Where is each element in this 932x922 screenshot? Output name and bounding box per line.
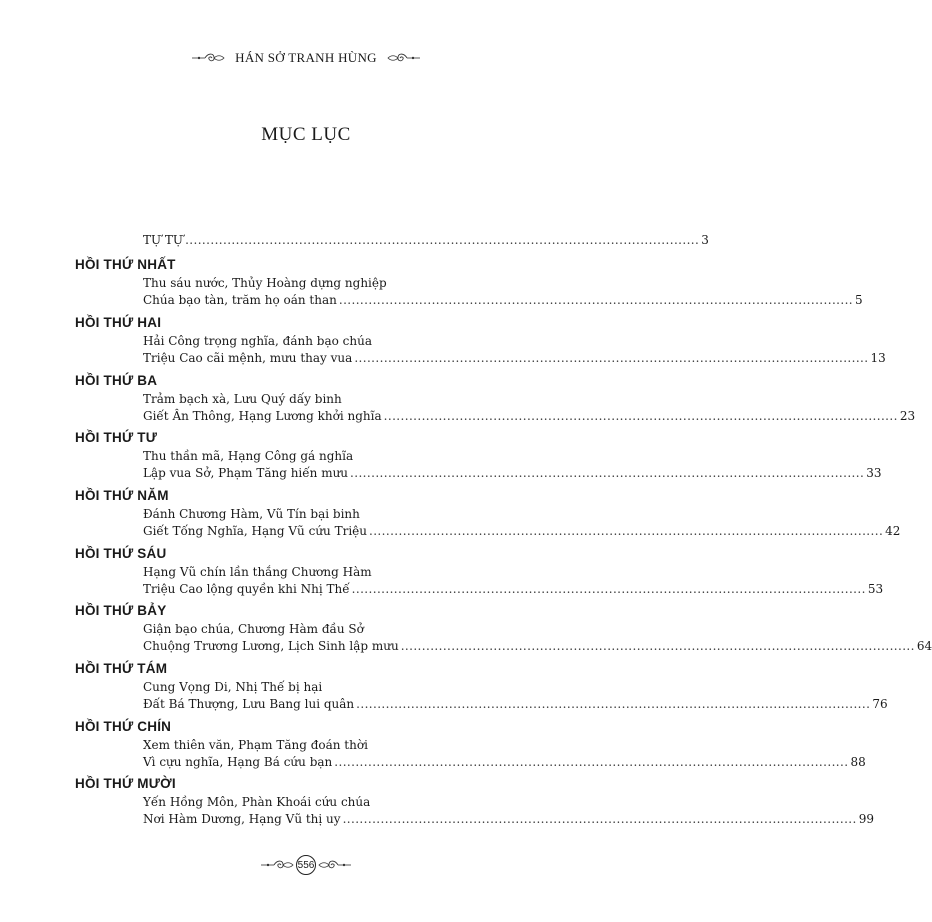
chapter-heading: HỒI THỨ BẢY bbox=[75, 603, 167, 618]
chapter-subtitle: Giận bạo chúa, Chương Hàm đầu Sở bbox=[143, 622, 364, 636]
dot-leader: .......................................................................................................................... bbox=[354, 351, 869, 365]
toc-entry-chapter[interactable] bbox=[143, 292, 863, 308]
toc-page-number: 99 bbox=[858, 812, 875, 826]
toc-page-number: 5 bbox=[855, 293, 863, 307]
chapter-heading: HỒI THỨ NĂM bbox=[75, 488, 169, 503]
running-header-title: HÁN SỞ TRANH HÙNG bbox=[235, 50, 377, 65]
dot-leader: .......................................................................................................................... bbox=[383, 409, 898, 423]
chapter-subtitle: Chuộng Trương Lương, Lịch Sinh lập mưu bbox=[143, 639, 399, 653]
dot-leader: .......................................................................................................................... bbox=[369, 524, 884, 538]
running-header bbox=[0, 48, 612, 68]
dot-leader: .......................................................................................................................... bbox=[350, 466, 865, 480]
chapter-heading: HỒI THỨ BA bbox=[75, 373, 158, 388]
dot-leader: .......................................................................................................................... bbox=[356, 697, 871, 711]
toc-page-number: 13 bbox=[870, 351, 886, 365]
chapter-heading: HỒI THỨ NHẤT bbox=[75, 257, 176, 272]
toc-page-number: 64 bbox=[916, 639, 932, 653]
page-footer bbox=[0, 853, 612, 877]
toc-page-number: 76 bbox=[872, 697, 888, 711]
chapter-subtitle: Yến Hồng Môn, Phàn Khoái cứu chúa bbox=[143, 795, 371, 809]
toc-entry-chapter[interactable] bbox=[143, 523, 901, 539]
dot-leader: .......................................................................................................................... bbox=[334, 755, 849, 769]
toc-entry-chapter[interactable] bbox=[143, 811, 875, 827]
chapter-subtitle: Lập vua Sở, Phạm Tăng hiến mưu bbox=[143, 466, 349, 480]
chapter-heading: HỒI THỨ MƯỜI bbox=[75, 776, 176, 791]
chapter-subtitle: Cung Vọng Di, Nhị Thế bị hại bbox=[143, 680, 323, 694]
flourish-icon bbox=[387, 52, 421, 64]
dot-leader: .......................................................................................................................... bbox=[400, 639, 915, 653]
flourish-icon bbox=[191, 52, 225, 64]
chapter-subtitle: Thu sáu nước, Thủy Hoàng dựng nghiệp bbox=[143, 276, 387, 290]
chapter-heading: HỒI THỨ TƯ bbox=[75, 430, 158, 445]
chapter-subtitle: Trảm bạch xà, Lưu Quý dấy binh bbox=[143, 392, 342, 406]
toc-entry-chapter[interactable] bbox=[143, 408, 916, 424]
chapter-subtitle: Đất Bá Thượng, Lưu Bang lui quân bbox=[143, 697, 355, 711]
chapter-heading: HỒI THỨ CHÍN bbox=[75, 719, 172, 734]
toc-page-number: 33 bbox=[866, 466, 882, 480]
toc-entry-chapter[interactable] bbox=[143, 638, 932, 654]
chapter-heading: HỒI THỨ TÁM bbox=[75, 661, 168, 676]
chapter-subtitle: Hạng Vũ chín lần thắng Chương Hàm bbox=[143, 565, 372, 579]
toc-entry-chapter[interactable] bbox=[143, 696, 888, 712]
chapter-subtitle: Nơi Hàm Dương, Hạng Vũ thị uy bbox=[143, 812, 341, 826]
page-number: 556 bbox=[296, 855, 316, 875]
chapter-subtitle: Đánh Chương Hàm, Vũ Tín bại binh bbox=[143, 507, 360, 521]
chapter-heading: HỒI THỨ SÁU bbox=[75, 546, 167, 561]
toc-entry-preface[interactable] bbox=[143, 232, 709, 248]
chapter-subtitle: Giết Tống Nghĩa, Hạng Vũ cứu Triệu bbox=[143, 524, 367, 538]
chapter-subtitle: Triệu Cao lộng quyền khi Nhị Thế bbox=[143, 582, 350, 596]
chapter-subtitle: Hải Công trọng nghĩa, đánh bạo chúa bbox=[143, 334, 372, 348]
chapter-subtitle: Giết Ân Thông, Hạng Lương khởi nghĩa bbox=[143, 409, 382, 423]
dot-leader: .......................................................................................................................... bbox=[185, 233, 700, 247]
toc-entry-chapter[interactable] bbox=[143, 465, 882, 481]
toc-page-number: 88 bbox=[850, 755, 866, 769]
dot-leader: .......................................................................................................................... bbox=[342, 812, 857, 826]
toc-entry-chapter[interactable] bbox=[143, 581, 884, 597]
chapter-subtitle: Triệu Cao cãi mệnh, mưu thay vua bbox=[143, 351, 353, 365]
chapter-subtitle: Chúa bạo tàn, trăm họ oán than bbox=[143, 293, 337, 307]
chapter-subtitle: Thu thần mã, Hạng Công gá nghĩa bbox=[143, 449, 354, 463]
toc-entry-chapter[interactable] bbox=[143, 350, 886, 366]
dot-leader: .......................................................................................................................... bbox=[351, 582, 866, 596]
flourish-icon bbox=[260, 859, 294, 871]
toc-page-number: 3 bbox=[701, 233, 709, 247]
flourish-icon bbox=[318, 859, 352, 871]
toc-page-number: 23 bbox=[899, 409, 916, 423]
toc-page-number: 42 bbox=[885, 524, 901, 538]
chapter-subtitle: Vì cựu nghĩa, Hạng Bá cứu bạn bbox=[143, 755, 333, 769]
page-title: MỤC LỤC bbox=[261, 124, 351, 145]
toc-page-number: 53 bbox=[867, 582, 884, 596]
chapter-subtitle: Xem thiên văn, Phạm Tăng đoán thời bbox=[143, 738, 368, 752]
toc-entry-chapter[interactable] bbox=[143, 754, 866, 770]
toc-entry-title: TỰ TỰ bbox=[143, 233, 184, 247]
chapter-heading: HỒI THỨ HAI bbox=[75, 315, 162, 330]
dot-leader: .......................................................................................................................... bbox=[338, 293, 854, 307]
